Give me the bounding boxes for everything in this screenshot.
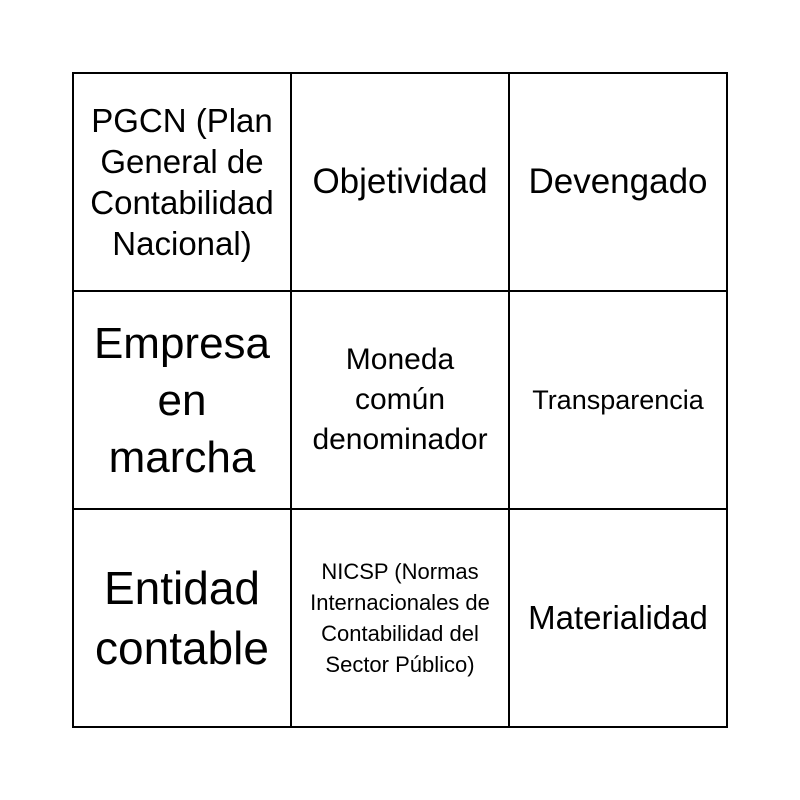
bingo-cell[interactable]	[74, 74, 292, 292]
cell-label: Empresa en marcha	[93, 318, 271, 482]
cell-label: NICSP (Normas Internacionales de Contabilidad del Sector Público)	[310, 559, 490, 677]
cell-label: Materialidad	[528, 599, 708, 636]
cell-label: PGCN (Plan General de Contabilidad Nacional)	[90, 102, 274, 262]
bingo-cell[interactable]	[510, 292, 726, 510]
bingo-cell[interactable]	[510, 74, 726, 292]
cell-label: Entidad contable	[95, 562, 269, 674]
cell-label: Transparencia	[532, 385, 704, 415]
cell-label: Objetividad	[312, 162, 488, 201]
bingo-cell[interactable]	[74, 292, 292, 510]
bingo-cell[interactable]	[292, 510, 510, 726]
bingo-cell[interactable]	[74, 510, 292, 726]
bingo-cell[interactable]	[292, 292, 510, 510]
bingo-board	[72, 72, 728, 728]
cell-label: Moneda común denominador	[312, 343, 488, 456]
bingo-cell[interactable]	[292, 74, 510, 292]
bingo-cell[interactable]	[510, 510, 726, 726]
cell-label: Devengado	[528, 162, 708, 201]
